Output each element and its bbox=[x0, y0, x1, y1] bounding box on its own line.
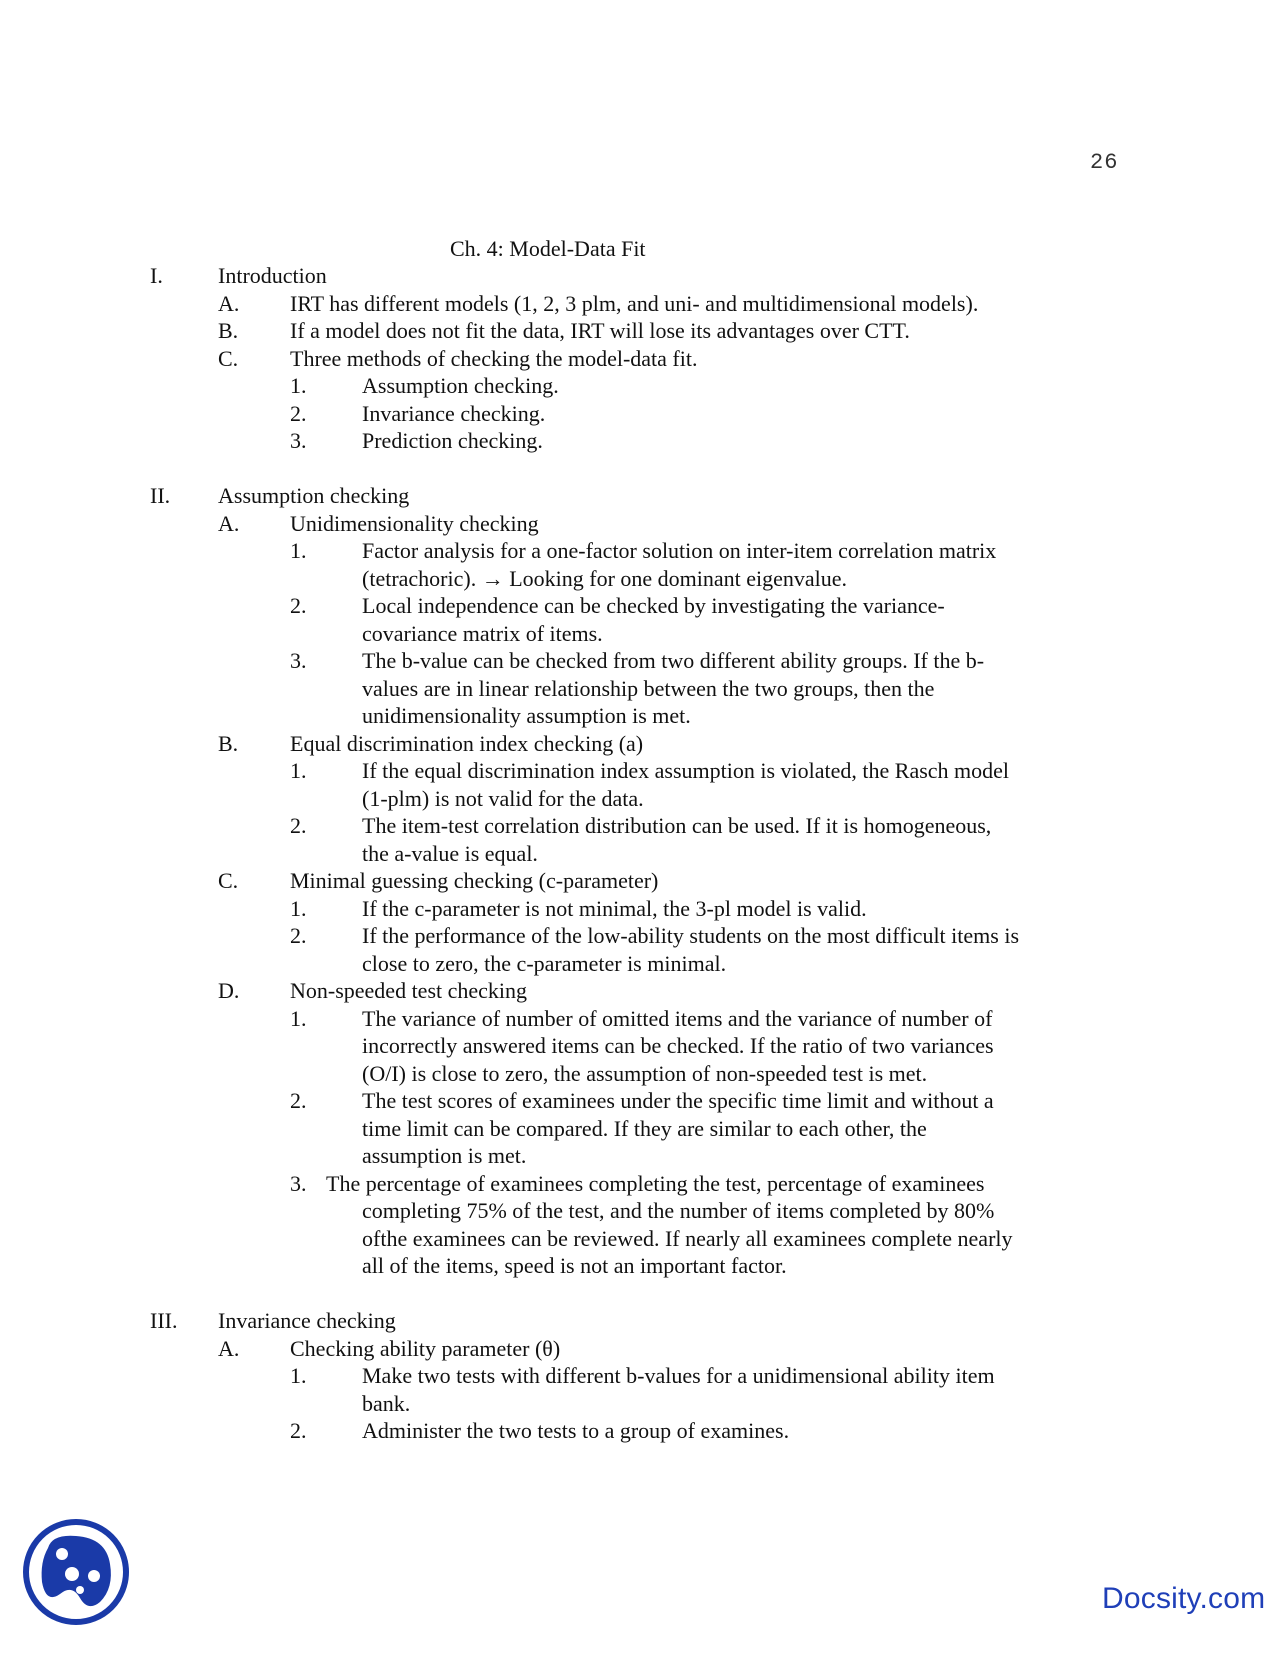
item-text: Minimal guessing checking (c-parameter) bbox=[290, 868, 659, 893]
subitem-text-line: (1-plm) is not valid for the data. bbox=[362, 785, 644, 811]
docsity-logo-icon[interactable] bbox=[22, 1518, 130, 1626]
subitem-number: 1. bbox=[290, 895, 307, 921]
subitem-text-line: (tetrachoric). → Looking for one dominant eigenvalue. bbox=[362, 565, 848, 591]
subitem-number: 3. bbox=[290, 428, 307, 453]
subitem-text-line: The item-test correlation distribution can be used. If it is homogeneous, bbox=[362, 813, 992, 838]
subitem-text-line: close to zero, the c-parameter is minimal. bbox=[362, 950, 727, 976]
subitem-number: 2. bbox=[290, 923, 307, 948]
subitem-text-line: incorrectly answered items can be checked. If the ratio of two variances bbox=[362, 1033, 994, 1058]
item-letter: D. bbox=[218, 978, 240, 1003]
item-text: IRT has different models (1, 2, 3 plm, and uni- and multidimensional models). bbox=[290, 290, 979, 316]
subitem-text-line: The test scores of examinees under the specific time limit and without a bbox=[362, 1088, 994, 1113]
item-text: Checking ability parameter (θ) bbox=[290, 1335, 561, 1361]
docsity-link[interactable]: Docsity.com bbox=[1102, 1582, 1266, 1615]
subitem-number: 1. bbox=[290, 758, 307, 783]
item-letter: A. bbox=[218, 510, 240, 536]
subitem-text-line: The percentage of examinees completing the test, percentage of examinees bbox=[326, 1170, 985, 1196]
subitem-text-line: Local independence can be checked by investigating the variance- bbox=[362, 593, 945, 618]
subitem-number: 1. bbox=[290, 373, 307, 398]
subitem-number: 1. bbox=[290, 1005, 307, 1031]
subitem-number: 3. bbox=[290, 648, 307, 673]
page-title: Ch. 4: Model-Data Fit bbox=[450, 236, 646, 261]
subitem-text-line: The variance of number of omitted items and the variance of number of bbox=[362, 1005, 993, 1031]
subitem-text-line: unidimensionality assumption is met. bbox=[362, 703, 691, 728]
item-text: If a model does not fit the data, IRT will lose its advantages over CTT. bbox=[290, 318, 910, 343]
subitem-text-line: assumption is met. bbox=[362, 1143, 527, 1168]
subitem-number: 3. bbox=[290, 1170, 307, 1196]
subitem-number: 2. bbox=[290, 593, 307, 618]
subitem-number: 2. bbox=[290, 1418, 307, 1443]
subitem-text-line: Factor analysis for a one-factor solution on inter-item correlation matrix bbox=[362, 538, 997, 563]
item-letter: A. bbox=[218, 1335, 240, 1361]
subitem-number: 2. bbox=[290, 1088, 307, 1113]
subitem-text-line: If the performance of the low-ability students on the most difficult items is bbox=[362, 923, 1020, 948]
subitem-text-line: Invariance checking. bbox=[362, 400, 546, 426]
subitem-number: 2. bbox=[290, 400, 307, 426]
subitem-text-line: time limit can be compared. If they are similar to each other, the bbox=[362, 1115, 927, 1141]
subitem-text-line: If the equal discrimination index assumption is violated, the Rasch model bbox=[362, 758, 1010, 783]
subitem-text-line: Assumption checking. bbox=[362, 373, 559, 398]
subitem-text-line: covariance matrix of items. bbox=[362, 620, 603, 646]
subitem-text-line: (O/I) is close to zero, the assumption of non-speeded test is met. bbox=[362, 1060, 928, 1086]
subitem-text-line: Make two tests with different b-values for a unidimensional ability item bbox=[362, 1363, 995, 1388]
section-numeral: II. bbox=[150, 483, 171, 508]
subitem-text-line: Administer the two tests to a group of examines. bbox=[362, 1418, 790, 1443]
subitem-text-line: all of the items, speed is not an important factor. bbox=[362, 1253, 787, 1278]
item-text: Non-speeded test checking bbox=[290, 978, 528, 1003]
item-letter: C. bbox=[218, 345, 239, 371]
subitem-text-line: ofthe examinees can be reviewed. If nearly all examinees complete nearly bbox=[362, 1225, 1013, 1251]
subitem-text-line: If the c-parameter is not minimal, the 3-pl model is valid. bbox=[362, 895, 867, 921]
item-text: Three methods of checking the model-data fit. bbox=[290, 345, 698, 371]
item-letter: A. bbox=[218, 290, 240, 316]
subitem-number: 1. bbox=[290, 1363, 307, 1388]
subitem-number: 2. bbox=[290, 813, 307, 838]
item-letter: C. bbox=[218, 868, 239, 893]
item-letter: B. bbox=[218, 318, 239, 343]
section-numeral: I. bbox=[150, 263, 163, 288]
subitem-text-line: the a-value is equal. bbox=[362, 840, 538, 866]
subitem-text-line: bank. bbox=[362, 1390, 411, 1416]
item-text: Unidimensionality checking bbox=[290, 510, 539, 536]
section-heading: Invariance checking bbox=[218, 1308, 396, 1333]
section-heading: Introduction bbox=[218, 263, 327, 288]
subitem-number: 1. bbox=[290, 538, 307, 563]
subitem-text-line: The b-value can be checked from two different ability groups. If the b- bbox=[362, 648, 985, 673]
item-text: Equal discrimination index checking (a) bbox=[290, 730, 644, 756]
subitem-text-line: Prediction checking. bbox=[362, 428, 543, 453]
section-heading: Assumption checking bbox=[218, 483, 410, 508]
section-numeral: III. bbox=[150, 1308, 178, 1333]
subitem-text-line: values are in linear relationship between the two groups, then the bbox=[362, 675, 935, 701]
page-number: 26 bbox=[1090, 150, 1119, 175]
subitem-text-line: completing 75% of the test, and the number of items completed by 80% bbox=[362, 1198, 995, 1223]
item-letter: B. bbox=[218, 730, 239, 756]
